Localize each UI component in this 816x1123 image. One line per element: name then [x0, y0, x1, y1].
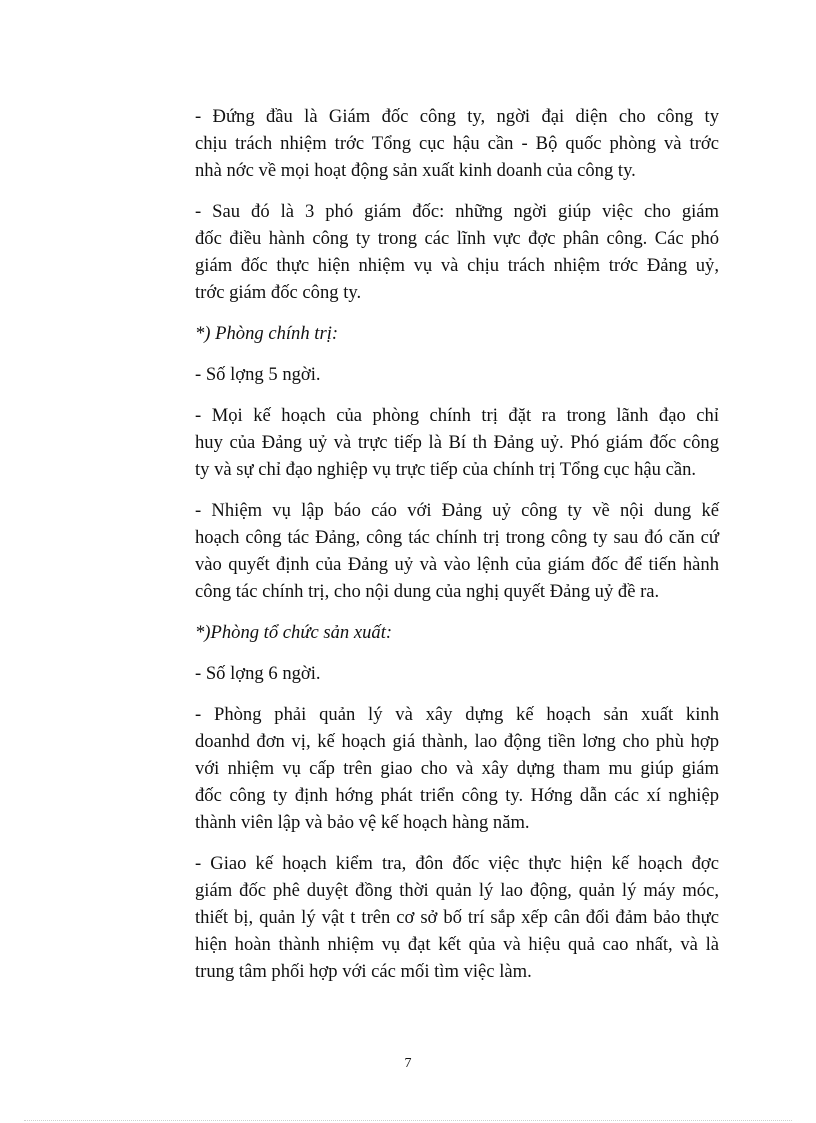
text-line: *)Phòng tổ chức sản xuất:: [195, 622, 393, 643]
text-line: - Phòng phải quản lý và xây dựng kế hoạch sản xuất kinh: [195, 704, 719, 725]
text-line: trớc giám đốc công ty.: [195, 282, 362, 303]
text-line: - Nhiệm vụ lập báo cáo với Đảng uỷ công ty về nội dung kế: [195, 500, 719, 521]
text-line: - Đứng đầu là Giám đốc công ty, ngời đại diện cho công ty: [195, 106, 719, 127]
paragraph: [153, 660, 719, 687]
text-line: đốc điều hành công ty trong các lĩnh vực đợc phân công. Các phó: [195, 228, 719, 249]
text-line: *) Phòng chính trị:: [195, 323, 339, 344]
document-body: [153, 103, 719, 999]
paragraph: [153, 701, 719, 836]
text-line: giám đốc phê duyệt đồng thời quản lý lao động, quản lý máy móc,: [195, 880, 719, 901]
text-line: giám đốc thực hiện nhiệm vụ và chịu trách nhiệm trớc Đảng uỷ,: [195, 255, 719, 276]
text-line: thiết bị, quản lý vật t trên cơ sở bố trí sắp xếp cân đối đảm bảo thực: [195, 907, 719, 928]
text-line: - Sau đó là 3 phó giám đốc: những ngời giúp việc cho giám: [195, 201, 719, 222]
text-line: công tác chính trị, cho nội dung của nghị quyết Đảng uỷ đề ra.: [195, 581, 660, 602]
section-heading: [153, 619, 719, 646]
paragraph: [153, 402, 719, 483]
paragraph: [153, 497, 719, 605]
text-line: nhà nớc về mọi hoạt động sản xuất kinh doanh của công ty.: [195, 160, 636, 181]
text-line: chịu trách nhiệm trớc Tổng cục hậu cần - Bộ quốc phòng và trớc: [195, 133, 719, 154]
text-line: doanhd đơn vị, kế hoạch giá thành, lao động tiền lơng cho phù hợp: [195, 731, 719, 752]
text-line: huy của Đảng uỷ và trực tiếp là Bí th Đảng uỷ. Phó giám đốc công: [195, 432, 719, 453]
text-line: - Mọi kế hoạch của phòng chính trị đặt ra trong lãnh đạo chỉ: [195, 405, 719, 426]
text-line: - Giao kế hoạch kiểm tra, đôn đốc việc thực hiện kế hoạch đợc: [195, 853, 719, 874]
text-line: ty và sự chỉ đạo nghiệp vụ trực tiếp của chính trị Tổng cục hậu cần.: [195, 459, 697, 480]
text-line: với nhiệm vụ cấp trên giao cho và xây dựng tham mu giúp giám: [195, 758, 719, 779]
text-line: hiện hoàn thành nhiệm vụ đạt kết qủa và hiệu quả cao nhất, và là: [195, 934, 719, 955]
text-line: hoạch công tác Đảng, công tác chính trị trong công ty sau đó căn cứ: [195, 527, 719, 548]
text-line: thành viên lập và bảo vệ kế hoạch hàng năm.: [195, 812, 530, 833]
text-line: trung tâm phối hợp với các mối tìm việc làm.: [195, 961, 532, 982]
section-heading: [153, 320, 719, 347]
paragraph: [153, 361, 719, 388]
text-line: vào quyết định của Đảng uỷ và vào lệnh của giám đốc để tiến hành: [195, 554, 719, 575]
paragraph: [153, 850, 719, 985]
paragraph: [153, 198, 719, 306]
text-line: - Số lợng 6 ngời.: [195, 663, 321, 684]
paragraph: [153, 103, 719, 184]
page-number: 7: [404, 1056, 412, 1071]
text-line: đốc công ty định hớng phát triển công ty. Hớng dẫn các xí nghiệp: [195, 785, 719, 806]
page-bottom-edge: [24, 1120, 792, 1121]
text-line: - Số lợng 5 ngời.: [195, 364, 321, 385]
